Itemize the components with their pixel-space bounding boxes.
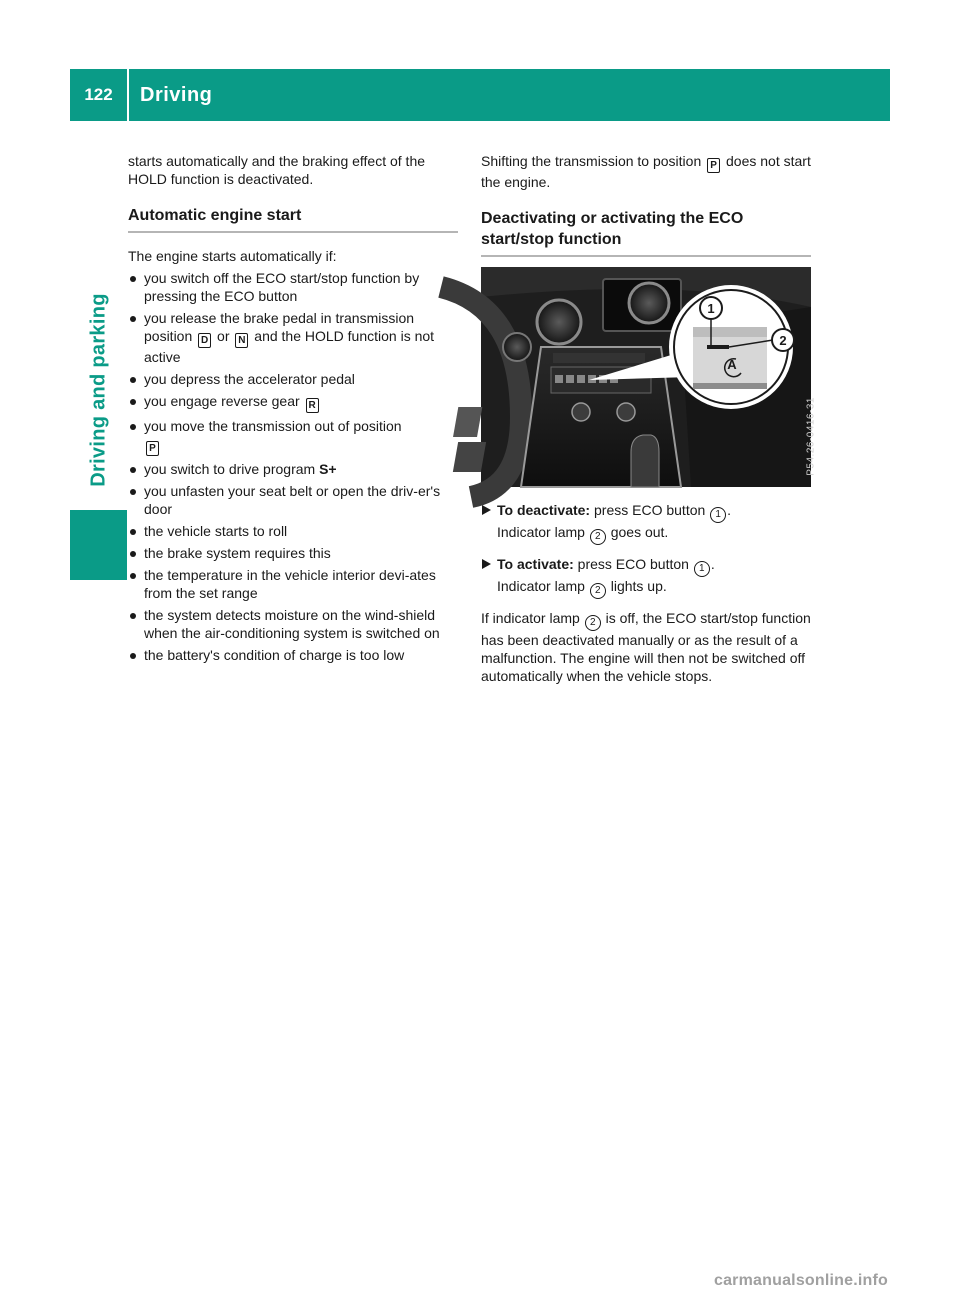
gear-n-symbol: N bbox=[235, 333, 248, 348]
list-item: you release the brake pedal in transmission position D or N and the HOLD function is not active bbox=[128, 309, 458, 366]
ref-2-icon: 2 bbox=[585, 615, 601, 631]
left-lead: The engine starts automatically if: bbox=[128, 248, 337, 264]
list-item: you engage reverse gear R bbox=[128, 392, 458, 413]
list-item: you unfasten your seat belt or open the driv-er's door bbox=[128, 482, 458, 518]
side-tab-label bbox=[70, 240, 127, 540]
list-item: the temperature in the vehicle interior devi-ates from the set range bbox=[128, 566, 458, 602]
step-activate: To activate: press ECO button 1 . Indicator lamp 2 lights up. bbox=[481, 555, 811, 599]
step-deactivate: To deactivate: press ECO button 1 . Indicator lamp 2 goes out. bbox=[481, 501, 811, 545]
list-item: you switch off the ECO start/stop function by pressing the ECO button bbox=[128, 269, 458, 305]
callout-1-label: 1 bbox=[707, 301, 715, 316]
step-arrow-icon bbox=[482, 559, 491, 569]
drive-program-label: S+ bbox=[319, 461, 337, 477]
eco-button-a-label: A bbox=[727, 357, 737, 372]
left-intro: starts automatically and the braking effect of the HOLD function is deactivated. bbox=[128, 153, 426, 187]
gear-r-symbol: R bbox=[306, 398, 319, 413]
list-item: the brake system requires this bbox=[128, 544, 458, 562]
side-tab-block bbox=[70, 510, 127, 580]
section-title: Driving bbox=[140, 83, 213, 106]
page-number: 122 bbox=[84, 85, 113, 104]
cockpit-figure bbox=[481, 267, 817, 487]
step-arrow-icon bbox=[482, 505, 491, 515]
ref-1-icon: 1 bbox=[694, 561, 710, 577]
right-intro: Shifting the transmission to position P does not start the engine. bbox=[481, 153, 811, 190]
heading-eco-start-stop: Deactivating or activating the ECO start/stop function bbox=[481, 210, 744, 248]
figure-code: P54.26-0416-31 bbox=[806, 397, 817, 476]
engine-start-conditions bbox=[128, 269, 458, 664]
header-divider bbox=[127, 69, 129, 121]
gear-d-symbol: D bbox=[198, 333, 211, 348]
list-item: the battery's condition of charge is too low bbox=[128, 646, 458, 664]
cockpit-illustration bbox=[481, 267, 811, 487]
list-item: the vehicle starts to roll bbox=[128, 522, 458, 540]
list-item: you depress the accelerator pedal bbox=[128, 370, 458, 388]
callout-2-label: 2 bbox=[779, 333, 787, 348]
right-note: If indicator lamp 2 is off, the ECO start/stop function has been deactivated manually or as the result of a malfunction. The engine will then not be switched off automatically when the vehicle stops. bbox=[481, 610, 811, 684]
list-item: the system detects moisture on the wind-shield when the air-conditioning system is switched on bbox=[128, 606, 458, 642]
list-item: you switch to drive program S+ bbox=[128, 460, 458, 478]
ref-2-icon: 2 bbox=[590, 529, 606, 545]
gear-p-symbol: P bbox=[146, 441, 159, 456]
ref-2-icon: 2 bbox=[590, 583, 606, 599]
right-column bbox=[481, 152, 817, 685]
list-item: you move the transmission out of position P bbox=[128, 417, 458, 456]
gear-p-symbol: P bbox=[707, 158, 720, 173]
ref-1-icon: 1 bbox=[710, 507, 726, 523]
side-tab-text: Driving and parking bbox=[87, 293, 109, 487]
left-column bbox=[128, 152, 458, 668]
watermark: carmanualsonline.info bbox=[713, 1272, 888, 1289]
heading-automatic-engine-start: Automatic engine start bbox=[128, 207, 302, 224]
